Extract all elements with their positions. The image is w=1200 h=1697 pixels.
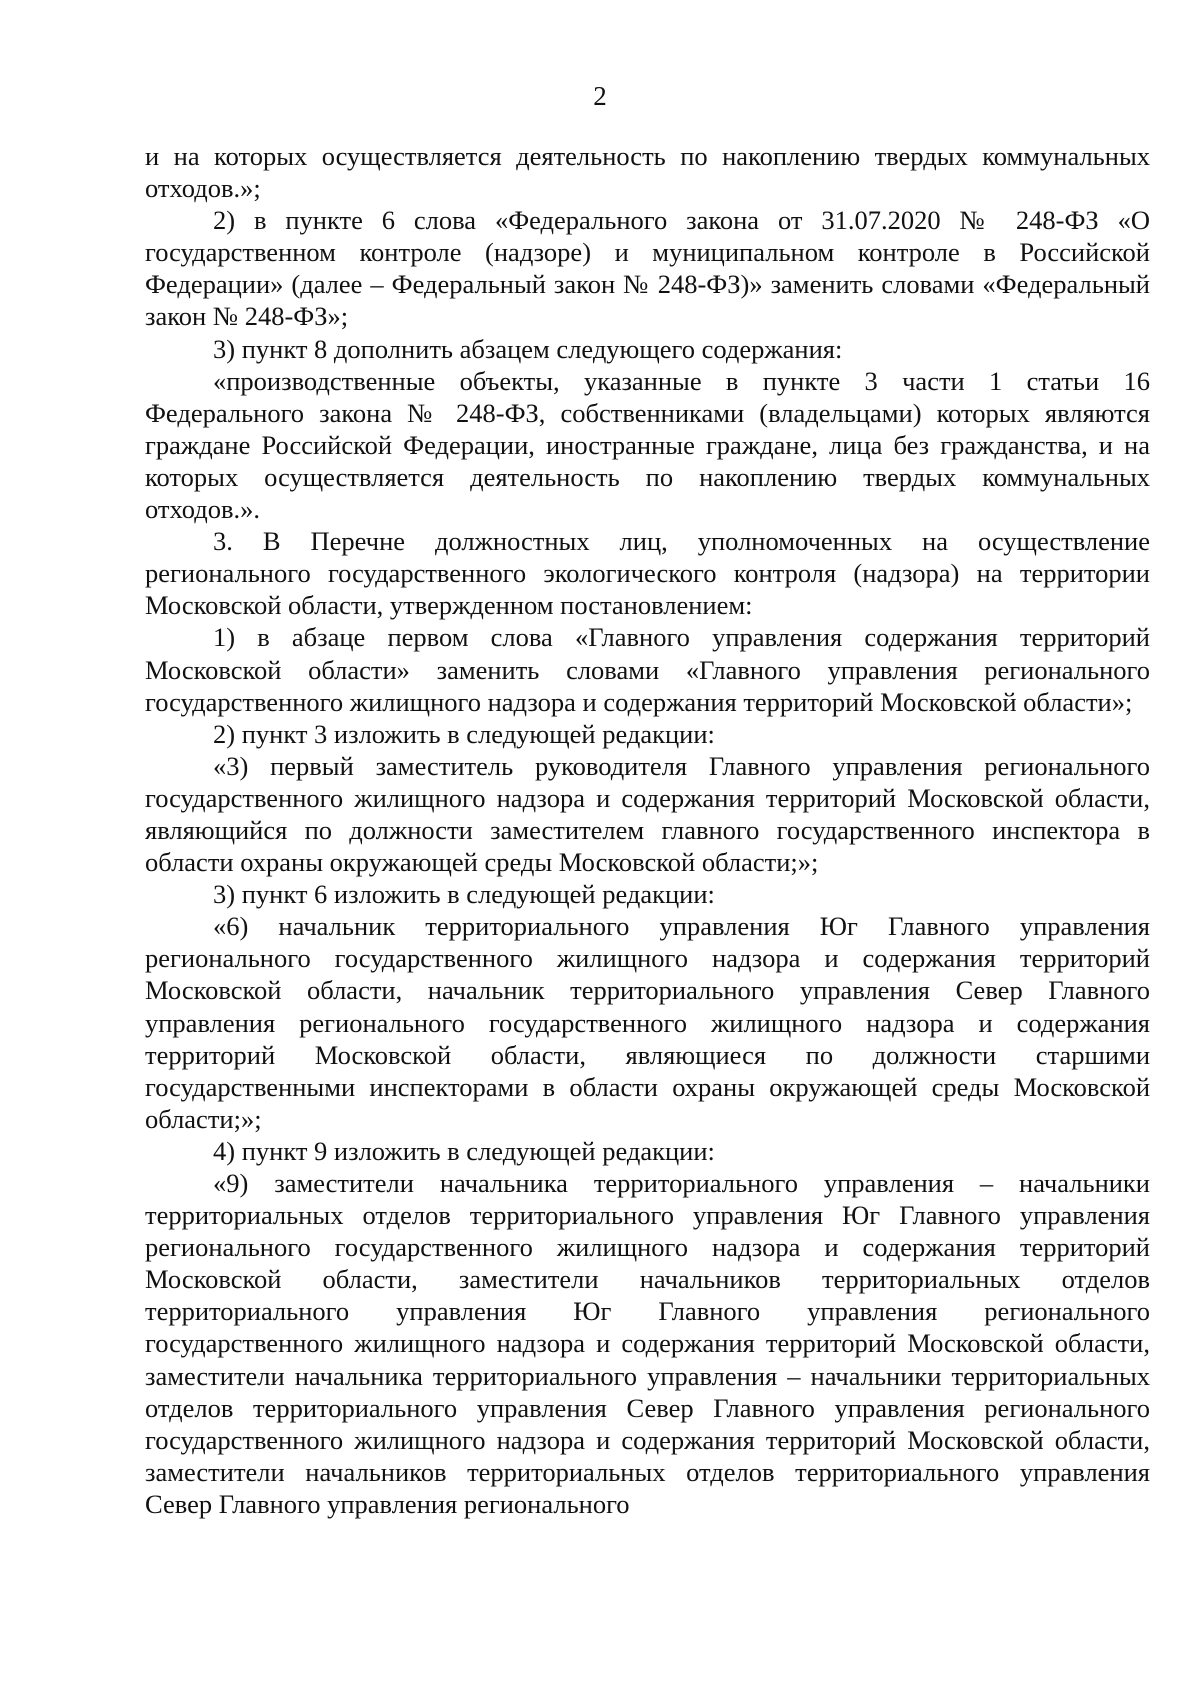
paragraph-section-3: 3. В Перечне должностных лиц, уполномоченных на осуществление регионального государственного экологического контроля (надзора) на территории Московской области, утвержденном постановлением: bbox=[145, 526, 1150, 621]
page-number: 2 bbox=[593, 81, 607, 111]
document-body bbox=[145, 140, 1150, 1520]
paragraph-item-3-point-8: 3) пункт 8 дополнить абзацем следующего содержания: bbox=[213, 333, 843, 364]
paragraph-point-3-text: «3) первый заместитель руководителя Главного управления регионального государственного жилищного надзора и содержания территорий Московской области, являющийся по должности заместителем главного государственного инспектора в области охраны окружающей среды Московской области;»; bbox=[145, 750, 1150, 878]
paragraph-section-3-item-4: 4) пункт 9 изложить в следующей редакции: bbox=[213, 1135, 715, 1166]
paragraph-section-3-item-2: 2) пункт 3 изложить в следующей редакции: bbox=[213, 718, 715, 749]
paragraph-item-2-point-6: 2) в пункте 6 слова «Федерального закона от 31.07.2020 № 248-ФЗ «О государственном контроле (надзоре) и муниципальном контроле в Российской Федерации» (далее – Федеральный закон № 248-ФЗ)» заменить словами «Федеральный закон № 248-ФЗ»; bbox=[145, 205, 1150, 332]
paragraph-point-9-text: «9) заместители начальника территориального управления – начальники территориальных отделов территориального управления Юг Главного управления регионального государственного жилищного надзора и содержания территорий Московской области, заместители начальников территориальных отделов территориального управления Юг Главного управления регионального государственного жилищного надзора и содержания территорий Московской области, заместители начальника территориального управления – начальники территориальных отделов территориального управления Север Главного управления регионального государственного жилищного надзора и содержания территорий Московской области, заместители начальников территориальных отделов территориального управления Север Главного управления регионального bbox=[145, 1168, 1150, 1519]
paragraph-section-3-item-3: 3) пункт 6 изложить в следующей редакции: bbox=[213, 879, 715, 910]
paragraph-continuation: и на которых осуществляется деятельность по накоплению твердых коммунальных отходов.»; bbox=[145, 141, 1150, 204]
paragraph-section-3-item-1: 1) в абзаце первом слова «Главного управления содержания территорий Московской области» заменить словами «Главного управления регионального государственного жилищного надзора и содержания территорий Московской области»; bbox=[145, 622, 1150, 717]
paragraph-point-6-text: «6) начальник территориального управления Юг Главного управления регионального государственного жилищного надзора и содержания территорий Московской области, начальник территориального управления Север Главного управления регионального государственного жилищного надзора и содержания территорий Московской области, являющиеся по должности старшими государственными инспекторами в области охраны окружающей среды Московской области;»; bbox=[145, 911, 1150, 1134]
paragraph-quoted-addition: «производственные объекты, указанные в пункте 3 части 1 статьи 16 Федерального закона № 248-ФЗ, собственниками (владельцами) которых являются граждане Российской Федерации, иностранные граждане, лица без гражданства, и на которых осуществляется деятельность по накоплению твердых коммунальных отходов.». bbox=[145, 365, 1150, 525]
